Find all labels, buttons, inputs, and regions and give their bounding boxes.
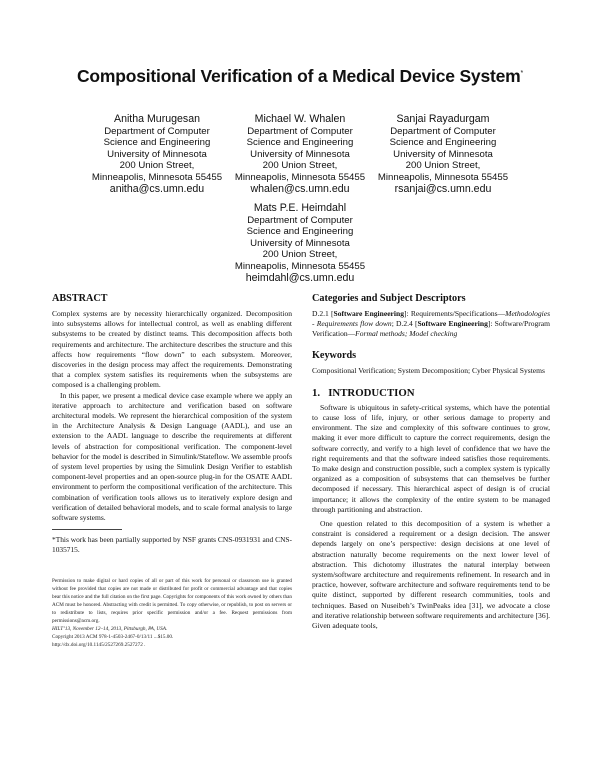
- abstract-paragraph: In this paper, we present a medical device case example where we apply an iterative approach to architecture and verification based on software architectural models. We represent the hierarchical composition of the system in the Architecture Analysis & Design Language (AADL), and use an extension to the AADL language to describe the requirements at different levels of abstraction for compositional verification. The component-level behavior for the model is described in Simulink/Stateflow. We assemble proofs of system level properties by using the Simulink Design Verifier to establish component-level properties and an open-source plug-in for the OSATE AADL environment to perform the compositional verification of the architecture. This combination of verification tools allows us to iteratively explore design and verification of detailed behavioral models, and to scale formal analysis to large software systems.: [52, 390, 292, 523]
- left-column: [52, 293, 292, 650]
- author-university: University of Minnesota: [250, 148, 350, 160]
- abstract-paragraph: Complex systems are by necessity hierarchically organized. Decomposition into subsystems allows for intellectual control, as well as enabling different subsystems to be created by distinct teams. This decomposition affects both requirements and architecture. The architecture describes the structure and this affects how requirements “flow down” to each subsystem. Moreover, discoveries in the design process may affect the requirements. Demonstrating that a complex system satisfies its requirements when the subsystems are composed is a challenging problem.: [52, 309, 292, 390]
- author-email: anitha@cs.umn.edu: [109, 183, 205, 196]
- author-block-1: [82, 113, 232, 196]
- intro-paragraph: One question related to this decomposition of a system is whether a constraint is considered a requirement or a design decision. The answer depends largely on one’s perspective: design decisions at one level of abstraction naturally become requirements on the next lower level of abstraction. This dichotomy illustrates the natural interplay between system/software architecture and requirements refinement. In research and in practice, however, software architecture and software requirements tend to be quite distinct, supported by different research communities, tools and techniques. Based on Nuseibeh’s TwinPeaks idea [31], we advocate a close and iterative relationship between software requirements and architecture [36]. Given adequate tools,: [312, 519, 550, 631]
- author-email: whalen@cs.umn.edu: [250, 183, 350, 196]
- footnote: *This work has been partially supported by NSF grants CNS-0931931 and CNS-1035715.: [52, 535, 292, 554]
- author-dept: Department of Computer: [247, 126, 353, 137]
- author-name: Michael W. Whalen: [254, 113, 346, 125]
- categories-text: D.2.1 [Software Engineering]: Requirements/Specifications—Methodologies - Requirements flow down; D.2.4 [Software Engineering]: Software/Program Verification—Formal methods; Model checking: [312, 309, 551, 339]
- author-name: Anitha Murugesan: [114, 113, 200, 125]
- intro-heading: 1. INTRODUCTION: [312, 386, 415, 399]
- author-dept: Department of Computer: [390, 126, 496, 137]
- author-dept: Science and Engineering: [389, 137, 497, 149]
- author-city: Minneapolis, Minnesota 55455: [234, 171, 366, 183]
- venue-line: HILT’13, November 12–14, 2013, Pittsburgh, PA, USA.: [52, 625, 168, 632]
- keywords-heading: Keywords: [312, 349, 357, 361]
- author-city: Minneapolis, Minnesota 55455: [377, 171, 509, 183]
- permission-notice: Permission to make digital or hard copies of all or part of this work for personal or classroom use is granted without fee provided that copies are not made or distributed for profit or commercial advantage and that copies bear this notice and the full citation on the first page. Copyrights for components of this work owned by others than ACM must be honored. Abstracting with credit is permitted. To copy otherwise, or republish, to post on servers or to redistribute to lists, requires prior specific permission and/or a fee. Request permissions from permissions@acm.org.: [52, 578, 292, 624]
- right-column: [312, 293, 550, 631]
- author-university: University of Minnesota: [393, 148, 493, 160]
- author-dept: Department of Computer: [247, 215, 353, 226]
- author-street: 200 Union Street,: [405, 160, 481, 172]
- author-block-2: [225, 113, 375, 196]
- title-footnote-mark: *: [520, 70, 524, 78]
- author-dept: Science and Engineering: [103, 137, 211, 149]
- author-name: Sanjai Rayadurgam: [396, 113, 490, 125]
- author-dept: Department of Computer: [104, 126, 210, 137]
- footnote-rule: [52, 529, 122, 530]
- author-city: Minneapolis, Minnesota 55455: [91, 171, 223, 183]
- author-street: 200 Union Street,: [119, 160, 195, 172]
- doi-line: http://dx.doi.org/10.1145/2527269.2527272 .: [52, 641, 146, 648]
- author-dept: Science and Engineering: [246, 226, 354, 238]
- author-university: University of Minnesota: [107, 148, 207, 160]
- author-city: Minneapolis, Minnesota 55455: [234, 260, 366, 272]
- copyright-line: Copyright 2013 ACM 978-1-4503-2467-0/13/11 ...$15.00.: [52, 633, 174, 640]
- author-dept: Science and Engineering: [246, 137, 354, 149]
- author-university: University of Minnesota: [250, 237, 350, 249]
- author-email: heimdahl@cs.umn.edu: [245, 272, 355, 285]
- author-street: 200 Union Street,: [262, 160, 338, 172]
- author-block-4: [225, 202, 375, 285]
- author-street: 200 Union Street,: [262, 249, 338, 261]
- abstract-heading: ABSTRACT: [52, 293, 108, 304]
- author-email: rsanjai@cs.umn.edu: [394, 183, 492, 196]
- categories-heading: Categories and Subject Descriptors: [312, 293, 466, 304]
- paper-title: Compositional Verification of a Medical Device System*: [76, 66, 524, 86]
- intro-paragraph: Software is ubiquitous in safety-critical systems, which have the potential to cause loss of life, injury, or other serious damage to property and environment. The size and complexity of this software continues to grow, making it ever more difficult to capture the correct requirements, design the software correctly, and verify to a high level of confidence that we have the right requirements and that the software indeed satisfies those requirements. To make design and construction possible, such a complex system is typically organized as a composition of subsystems that can themselves be further decomposed if necessary. This hierarchical aspect of design is of crucial importance; it allows the complexity of the entire system to be managed through partitioning and abstraction.: [312, 402, 550, 514]
- keywords-text: Compositional Verification; System Decomposition; Cyber Physical Systems: [312, 365, 545, 375]
- author-name: Mats P.E. Heimdahl: [253, 202, 347, 214]
- author-block-3: [368, 113, 518, 196]
